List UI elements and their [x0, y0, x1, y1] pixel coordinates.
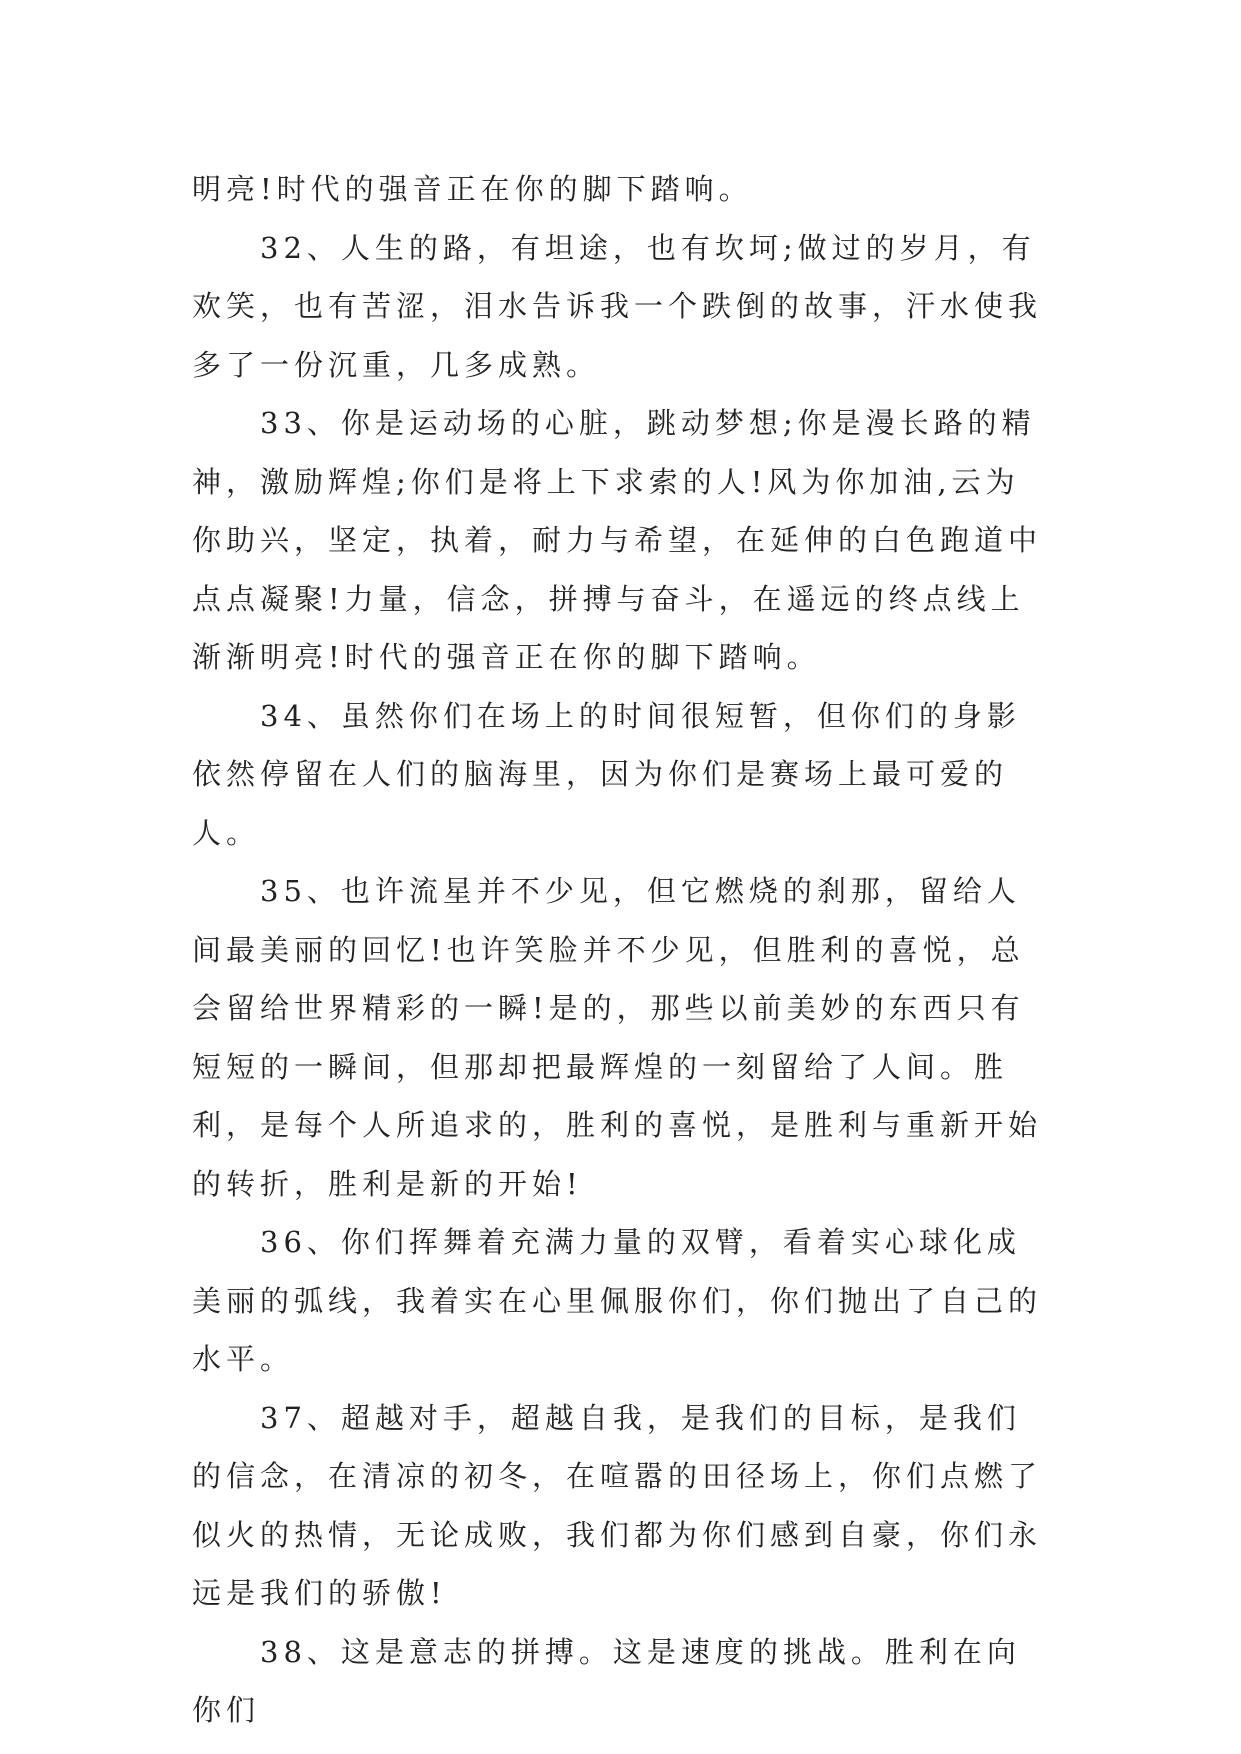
paragraph-continuation: 明亮!时代的强音正在你的脚下踏响。: [192, 172, 753, 206]
paragraph-38: 38、这是意志的拼搏。这是速度的挑战。胜利在向你们: [192, 1634, 1021, 1727]
paragraph-36: 36、你们挥舞着充满力量的双臂，看着实心球化成美丽的弧线，我着实在心里佩服你们，你们抛出了自己的水平。: [192, 1225, 1043, 1376]
document-body: [192, 160, 1052, 1740]
paragraph-33: 33、你是运动场的心脏，跳动梦想;你是漫长路的精神，激励辉煌;你们是将上下求索的人!风为你加油,云为你助兴，坚定，执着，耐力与希望，在延伸的白色跑道中点点凝聚!力量，信念，拼搏与奋斗，在遥远的终点线上渐渐明亮!时代的强音正在你的脚下踏响。: [192, 406, 1043, 674]
paragraph-37: 37、超越对手，超越自我，是我们的目标，是我们的信念，在清凉的初冬，在喧嚣的田径场上，你们点燃了似火的热情，无论成败，我们都为你们感到自豪，你们永远是我们的骄傲!: [192, 1400, 1043, 1610]
paragraph-34: 34、虽然你们在场上的时间很短暂，但你们的身影依然停留在人们的脑海里，因为你们是赛场上最可爱的人。: [192, 698, 1021, 850]
paragraph-35: 35、也许流星并不少见，但它燃烧的刹那，留给人间最美丽的回忆!也许笑脸并不少见，但胜利的喜悦，总会留给世界精彩的一瞬!是的，那些以前美妙的东西只有短短的一瞬间，但那却把最辉煌的一刻留给了人间。胜利，是每个人所追求的，胜利的喜悦，是胜利与重新开始的转折，胜利是新的开始!: [192, 874, 1043, 1201]
paragraph-32: 32、人生的路，有坦途，也有坎坷;做过的岁月，有欢笑，也有苦涩，泪水告诉我一个跌倒的故事，汗水使我多了一份沉重，几多成熟。: [192, 230, 1043, 382]
